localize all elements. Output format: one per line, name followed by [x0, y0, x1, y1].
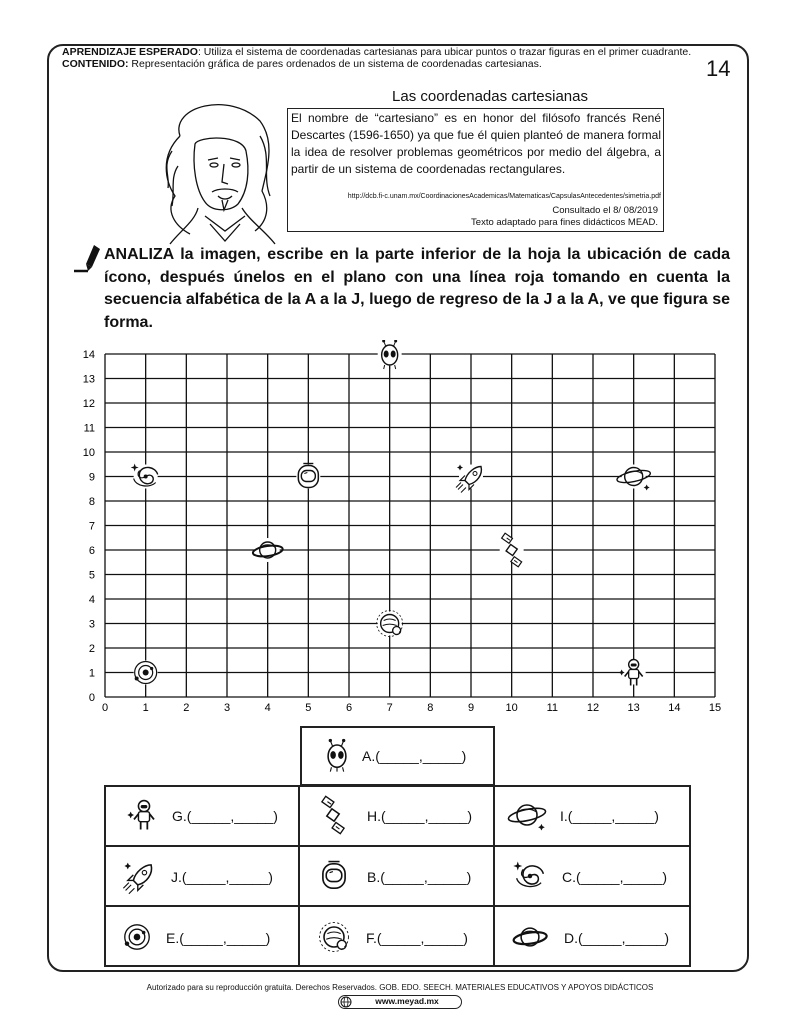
answer-e[interactable]: E.(_____,_____) [166, 930, 271, 946]
aprendizaje-text: : Utiliza el sistema de coordenadas cartesianas para ubicar puntos o trazar figuras en el primer cuadrante. [197, 46, 692, 58]
source-url: http://dcb.fi-c.unam.mx/CoordinacionesAcademicas/Matematicas/CapsulasAntecedentes/simetria.pdf [347, 193, 661, 200]
answer-a[interactable]: A.(_____,_____) [362, 748, 467, 764]
y-tick-label: 11 [83, 422, 95, 435]
x-tick-label: 6 [345, 702, 353, 714]
astronaut-icon [124, 795, 164, 835]
y-tick-label: 4 [88, 594, 95, 606]
y-tick-label: 14 [82, 349, 95, 361]
point-galaxy-icon [131, 464, 158, 489]
point-ringed-planet-icon [616, 465, 651, 491]
instruction-body: la imagen, escribe en la parte inferior de la hoja la ubicación de cada ícono, después únelos en el plano con una línea roja tomando en cuenta la secuencia alfabética de la A a la J, luego de regreso de la J a la A, ve que figura se forma. [104, 246, 730, 331]
y-tick-label: 7 [88, 520, 95, 533]
footer-website: www.meyad.mx [375, 996, 439, 1006]
point-rocket-icon [456, 465, 483, 493]
x-tick-label: 14 [668, 702, 681, 714]
x-tick-label: 4 [264, 702, 271, 714]
galaxy-icon [510, 856, 550, 896]
answer-f[interactable]: F.(_____,_____) [366, 930, 468, 946]
alien-icon [317, 735, 357, 775]
footer-website-badge[interactable] [338, 995, 462, 1009]
aprendizaje-label: APRENDIZAJE ESPERADO [62, 46, 198, 58]
y-tick-label: 13 [82, 373, 95, 386]
rocket-icon [120, 856, 160, 896]
footer-rights: Autorizado para su reproducción gratuita. Derechos Reservados. GOB. EDO. SEECH. MATERIALES EDUCATIVOS Y APOYOS DIDÁCTICOS [146, 983, 654, 992]
worksheet-header [62, 46, 702, 70]
x-tick-label: 15 [708, 702, 722, 714]
globe-icon [340, 996, 352, 1008]
intro-text: El nombre de “cartesiano” es en honor del filósofo francés René Descartes (1596-1650) ya que fue él quien planteó de manera formal la idea de resolver problemas geométricos por medio del álgebra, a partir de un sistema de coordenadas rectangulares. [291, 111, 661, 176]
adapted-note: Texto adaptado para fines didácticos MEAD. [471, 217, 658, 228]
x-tick-label: 13 [627, 702, 640, 714]
y-tick-label: 10 [82, 447, 95, 459]
point-satellite-icon [499, 533, 526, 567]
point-astronaut-icon [619, 660, 646, 686]
x-tick-label: 10 [505, 702, 518, 714]
x-tick-label: 0 [101, 702, 109, 714]
y-tick-label: 2 [88, 643, 95, 655]
x-tick-label: 8 [427, 702, 434, 714]
y-tick-label: 3 [88, 618, 95, 631]
x-tick-label: 9 [467, 702, 475, 714]
x-tick-label: 1 [142, 702, 149, 714]
coordinate-plane [75, 340, 735, 720]
y-tick-label: 5 [88, 569, 95, 582]
contenido-label: CONTENIDO: [62, 58, 129, 70]
page-number: 14 [706, 56, 731, 81]
astronaut-helmet-icon [314, 856, 354, 896]
intro-title: Las coordenadas cartesianas [392, 88, 588, 105]
point-alien-icon [378, 340, 402, 369]
solar-system-icon [117, 917, 157, 957]
y-tick-label: 6 [88, 545, 95, 557]
point-solar-system-icon [134, 661, 158, 685]
answer-i[interactable]: I.(_____,_____) [560, 808, 659, 824]
answer-d[interactable]: D.(_____,_____) [564, 930, 670, 946]
x-tick-label: 11 [546, 702, 559, 714]
y-tick-label: 0 [88, 692, 95, 704]
satellite-icon [313, 795, 353, 835]
ringed-planet-icon [507, 795, 547, 835]
instruction-text [104, 244, 730, 334]
consulted-date: Consultado el 8/ 08/2019 [552, 205, 658, 216]
y-tick-label: 12 [82, 398, 95, 410]
point-saturn-icon [252, 538, 283, 562]
answer-g[interactable]: G.(_____,_____) [172, 808, 278, 824]
contenido-text: Representación gráfica de pares ordenados de un sistema de coordenadas cartesianas. [128, 58, 542, 70]
x-tick-label: 5 [305, 702, 312, 714]
point-astronaut-helmet-icon [296, 464, 320, 489]
answer-h[interactable]: H.(_____,_____) [367, 808, 473, 824]
y-tick-label: 9 [88, 471, 95, 484]
x-tick-label: 3 [223, 702, 231, 714]
x-tick-label: 2 [183, 702, 190, 714]
answer-c[interactable]: C.(_____,_____) [562, 869, 668, 885]
descartes-portrait-image [150, 96, 290, 246]
answer-b[interactable]: B.(_____,_____) [367, 869, 472, 885]
x-tick-label: 7 [386, 702, 393, 714]
instruction-lead: ANALIZA [104, 246, 174, 263]
saturn-icon [510, 917, 550, 957]
answer-j[interactable]: J.(_____,_____) [171, 869, 273, 885]
x-tick-label: 12 [586, 702, 600, 714]
y-tick-label: 8 [88, 496, 95, 508]
planet-moon-icon [314, 917, 354, 957]
y-tick-label: 1 [88, 667, 95, 680]
point-planet-moon-icon [377, 611, 403, 637]
pencil-icon [74, 243, 102, 273]
